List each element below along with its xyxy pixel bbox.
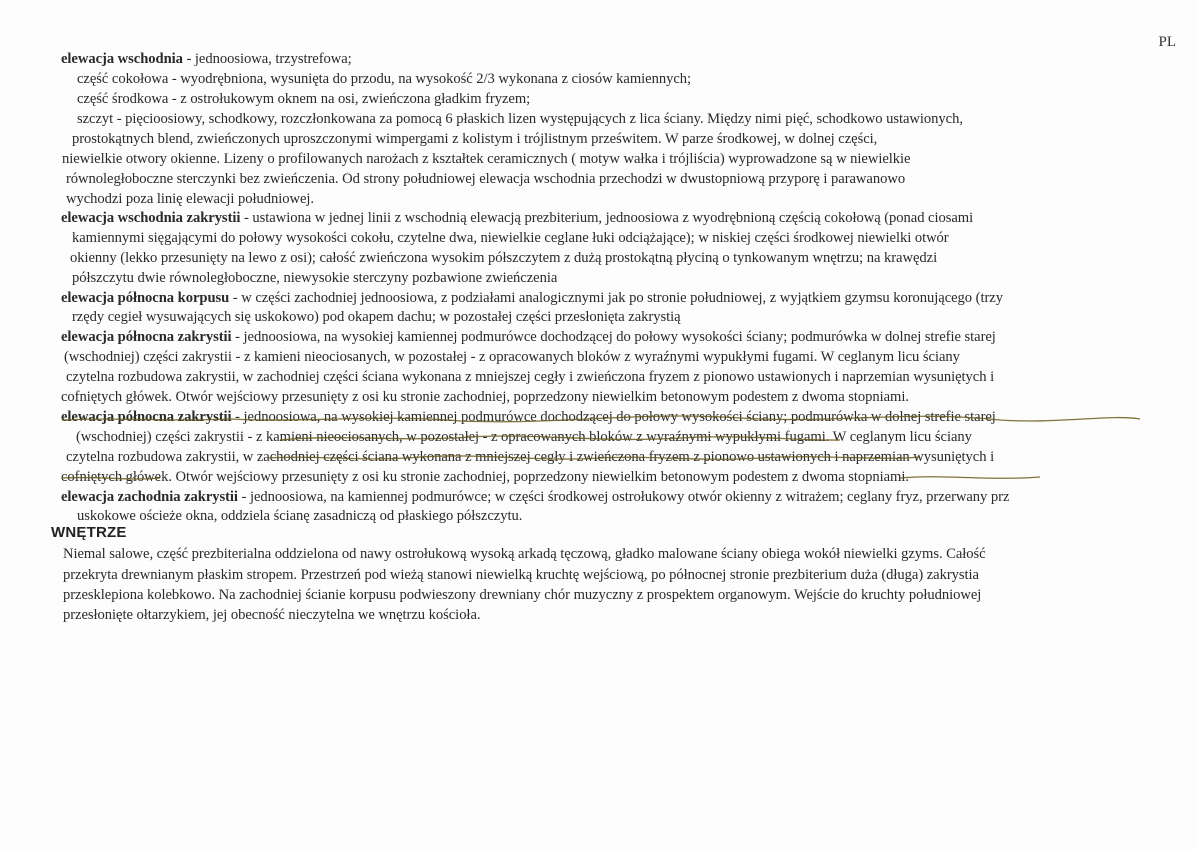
struck-text-line: cofniętych główek. Otwór wejściowy przesunięty z osi ku stronie zachodniej, poprzedzony niewielkim betonowym podestem z dwoma stopniami. [61,469,909,485]
text-line: Niemal salowe, część prezbiterialna oddzielona od nawy ostrołukową wysoką arkadą tęczową, gładko malowane ściany obiega wokół niewielki gzyms. Całość [63,546,986,562]
text-line: okienny (lekko przesunięty na lewo z osi); całość zwieńczona wysokim półszczytem z dużą prostokątną płyciną o tynkowanym wnętrzu; na krawędzi [70,250,938,266]
text-line: rzędy cegieł wysuwających się uskokowo) pod okapem dachu; w pozostałej części przesłonięta zakrystią [72,309,681,325]
text-line: elewacja zachodnia zakrystii - jednoosiowa, na kamiennej podmurówce; w części środkowej ostrołukowy otwór okienny z witrażem; ceglany fryz, przerwany prz [61,489,1010,505]
text-line: elewacja północna zakrystii - jednoosiowa, na wysokiej kamiennej podmurówce dochodzącej do połowy wysokości ściany; podmurówka w dolnej strefie starej [61,329,996,345]
text-line: półszczytu dwie równoległoboczne, niewysokie sterczyny pozbawione zwieńczenia [72,270,558,286]
text-line: czytelna rozbudowa zakrystii, w zachodniej części ściana wykonana z mniejszej cegły i zwieńczona fryzem z pionowo ustawionych i naprzemian wysuniętych i [66,369,995,385]
text-line: cofniętych główek. Otwór wejściowy przesunięty z osi ku stronie zachodniej, poprzedzony niewielkim betonowym podestem z dwoma stopniami. [61,389,909,405]
text-line: przekryta drewnianym płaskim stropem. Przestrzeń pod wieżą stanowi niewielką kruchtę wejściową, po północnej stronie prezbiterium duża (długa) zakrystia [63,567,979,583]
text-line: elewacja wschodnia zakrystii - ustawiona w jednej linii z wschodnią elewacją prezbiterium, jednoosiowa z wyodrębnioną częścią cokołową (ponad ciosami [61,210,974,226]
text-line: kamiennymi sięgającymi do połowy wysokości cokołu, czytelne dwa, niewielkie ceglane łuki odciążające); w niskiej części środkowej niewielki otwór [72,230,949,246]
text-line: elewacja wschodnia - jednoosiowa, trzystrefowa; [61,51,352,67]
struck-text-line: czytelna rozbudowa zakrystii, w zachodniej części ściana wykonana z mniejszej cegły i zwieńczona fryzem z pionowo ustawionych i naprzemian wysuniętych i [66,449,995,465]
text-line: niewielkie otwory okienne. Lizeny o profilowanych narożach z kształtek ceramicznych ( motyw wałka i trójliścia) wyprowadzone są w niewielkie [62,151,911,167]
text-line: uskokowe ościeże okna, oddziela ścianę zasadniczą od płaskiego półszczytu. [77,508,523,524]
text-line: elewacja północna korpusu - w części zachodniej jednoosiowa, z podziałami analogicznymi jak po stronie południowej, z wyjątkiem gzymsu koronującego (trzy [61,290,1003,306]
text-line: szczyt - pięcioosiowy, schodkowy, rozczłonkowana za pomocą 6 płaskich lizen występujących z lica ściany. Między nimi pięć, schodkowo ustawionych, [77,111,963,127]
text-line: przesklepiona kolebkowo. Na zachodniej ścianie korpusu podwieszony drewniany chór muzyczny z prospektem organowym. Wejście do kruchty południowej [63,587,982,603]
text-line: część cokołowa - wyodrębniona, wysunięta do przodu, na wysokość 2/3 wykonana z ciosów kamiennych; [77,71,692,87]
page-id: PL [1158,34,1176,50]
text-line: równoległoboczne sterczynki bez zwieńczenia. Od strony południowej elewacja wschodnia przechodzi w dwustopniową przyporę i parawanowo [66,171,906,187]
text-line: część środkowa - z ostrołukowym oknem na osi, zwieńczona gładkim fryzem; [77,91,531,107]
section-heading: WNĘTRZE [51,524,127,541]
text-line: wychodzi poza linię elewacji południowej. [66,191,314,207]
strike-mark [900,477,1040,479]
text-line: prostokątnych blend, zwieńczonych uproszczonymi wimpergami z kolistym i trójlistnym prześwitem. W parze środkowej, w dolnej części, [72,131,878,147]
struck-text-line: (wschodniej) części zakrystii - z kamieni nieociosanych, w pozostałej - z opracowanych bloków z wyraźnymi wypukłymi fugami. W ceglanym licu ściany [76,429,972,445]
struck-text-line: elewacja północna zakrystii - jednoosiowa, na wysokiej kamiennej podmurówce dochodzącej do połowy wysokości ściany; podmurówka w dolnej strefie starej [61,409,996,425]
text-line: (wschodniej) części zakrystii - z kamieni nieociosanych, w pozostałej - z opracowanych bloków z wyraźnymi wypukłymi fugami. W ceglanym licu ściany [64,349,960,365]
text-line: przesłonięte ołtarzykiem, jej obecność nieczytelna we wnętrzu kościoła. [63,607,481,623]
